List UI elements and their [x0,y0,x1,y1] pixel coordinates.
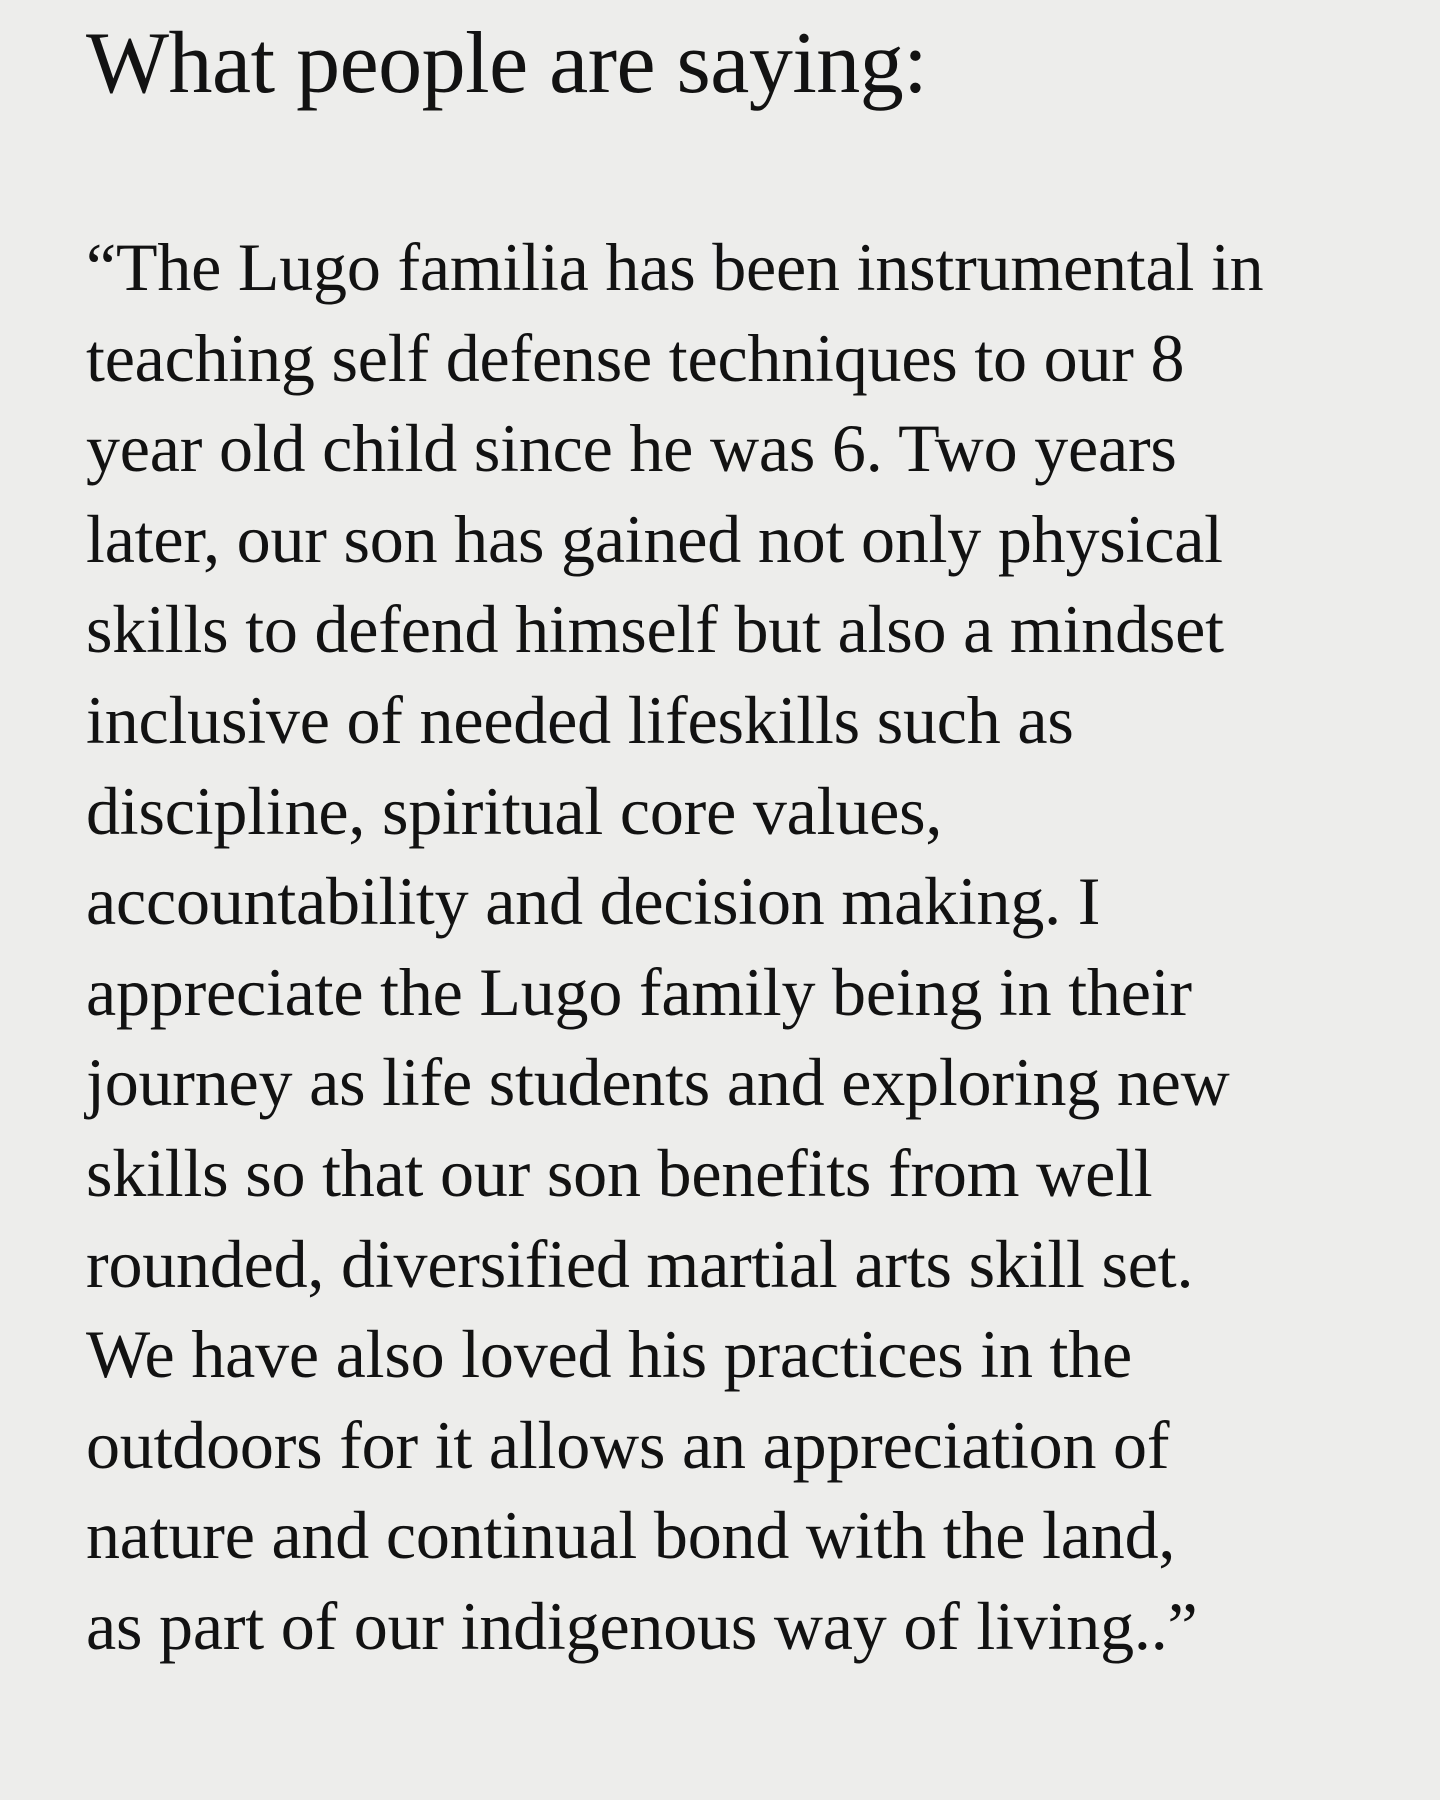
quote-line: “The Lugo familia has been instrumental in [86,229,1264,305]
quote-line: outdoors for it allows an appreciation of [86,1406,1170,1483]
quote-line: as part of our indigenous way of living..” [86,1587,1198,1664]
quote-line: year old child since he was 6. Two years [86,410,1177,487]
quote-line: accountability and decision making. I [86,863,1101,940]
section-heading: What people are saying: [86,15,928,112]
quote-line: appreciate the Lugo family being in their [86,953,1192,1030]
quote-line: We have also loved his practices in the [86,1316,1133,1393]
quote-line: nature and continual bond with the land, [86,1497,1176,1574]
quote-line: later, our son has gained not only physical [86,500,1223,577]
quote-line: discipline, spiritual core values, [86,772,943,849]
quote-line: inclusive of needed lifeskills such as [86,681,1074,758]
quote-line: journey as life students and exploring new [86,1044,1230,1121]
quote-line: rounded, diversified martial arts skill set. [86,1225,1194,1302]
testimonial-quote [86,222,1346,1672]
quote-line: skills to defend himself but also a mindset [86,591,1224,668]
quote-line: teaching self defense techniques to our 8 [86,319,1185,396]
quote-line: skills so that our son benefits from well [86,1134,1153,1211]
